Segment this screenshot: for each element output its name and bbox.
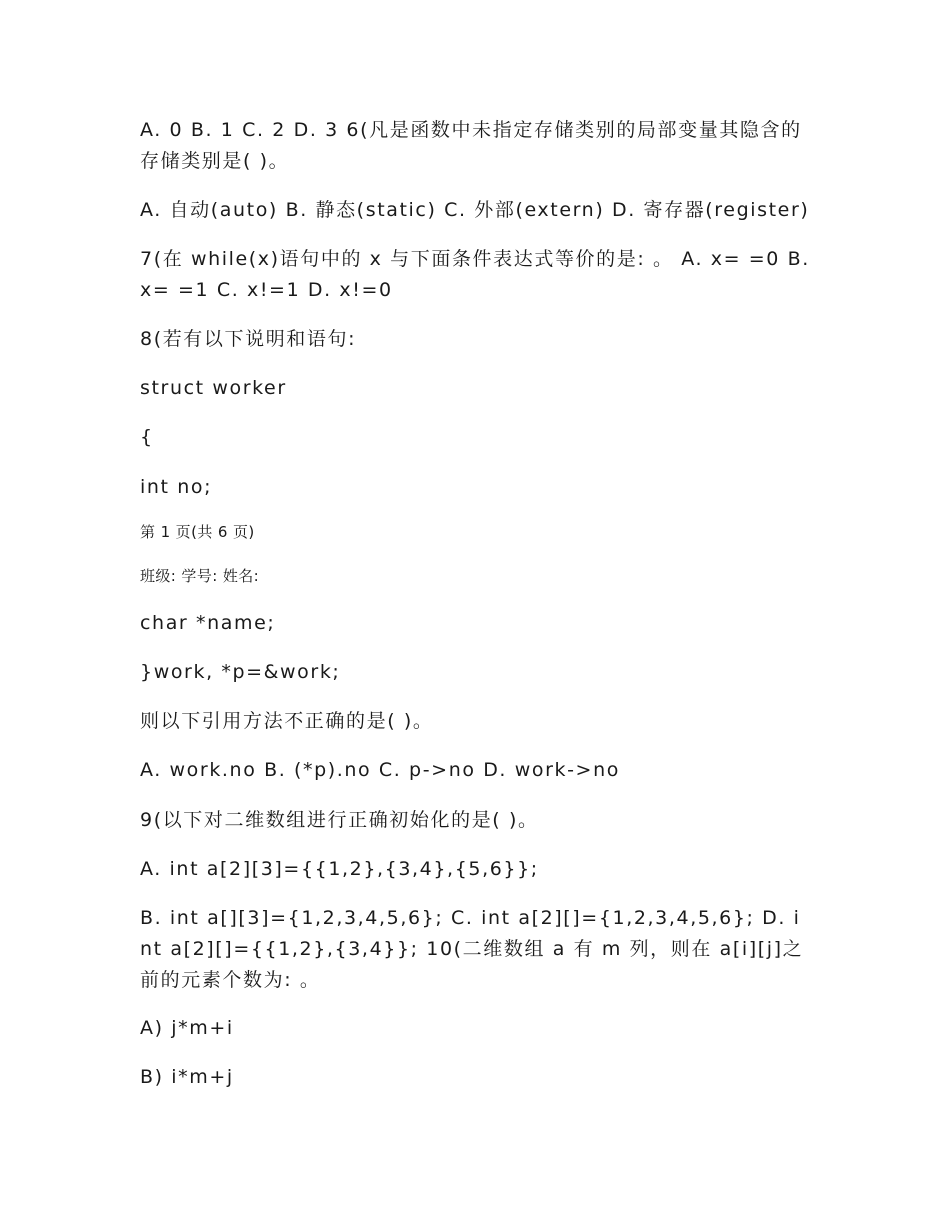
question-8-intro: 8(若有以下说明和语句:: [140, 328, 357, 350]
question-7: 7(在 while(x)语句中的 x 与下面条件表达式等价的是: 。 A. x= =0 B. x= =1 C. x!=1 D. x!=0: [140, 248, 810, 301]
page-number-footer: 第 1 页(共 6 页): [140, 523, 255, 541]
question-8-options: A. work.no B. (*p).no C. p->no D. work->no: [140, 759, 620, 781]
code-line-int-no: int no;: [140, 476, 213, 498]
question-9-options-bcd-and-question-10: B. int a[][3]={1,2,3,4,5,6}; C. int a[2][]={1,2,3,4,5,6}; D. int a[2][]={{1,2},{3,4}}; 10(二维数组 a 有 m 列，则在 a[i][j]之前的元素个数为: 。: [140, 907, 804, 991]
question-8-prompt: 则以下引用方法不正确的是( )。: [140, 710, 434, 732]
question-6-answer-options: A. 自动(auto) B. 静态(static) C. 外部(extern) D. 寄存器(register): [140, 199, 810, 221]
question-6-options-and-text: A. 0 B. 1 C. 2 D. 3 6(凡是函数中未指定存储类别的局部变量其隐含的存储类别是( )。: [140, 119, 802, 172]
question-9: 9(以下对二维数组进行正确初始化的是( )。: [140, 809, 539, 831]
question-9-option-a: A. int a[2][3]={{1,2},{3,4},{5,6}};: [140, 858, 539, 880]
code-line-close-brace: }work, *p=&work;: [140, 661, 341, 683]
student-info-header: 班级: 学号: 姓名:: [140, 567, 260, 585]
code-line-struct: struct worker: [140, 377, 287, 399]
question-10-option-a: A) j*m+i: [140, 1017, 234, 1039]
code-line-char-name: char *name;: [140, 612, 276, 634]
question-10-option-b: B) i*m+j: [140, 1066, 234, 1088]
code-line-open-brace: {: [140, 426, 154, 448]
